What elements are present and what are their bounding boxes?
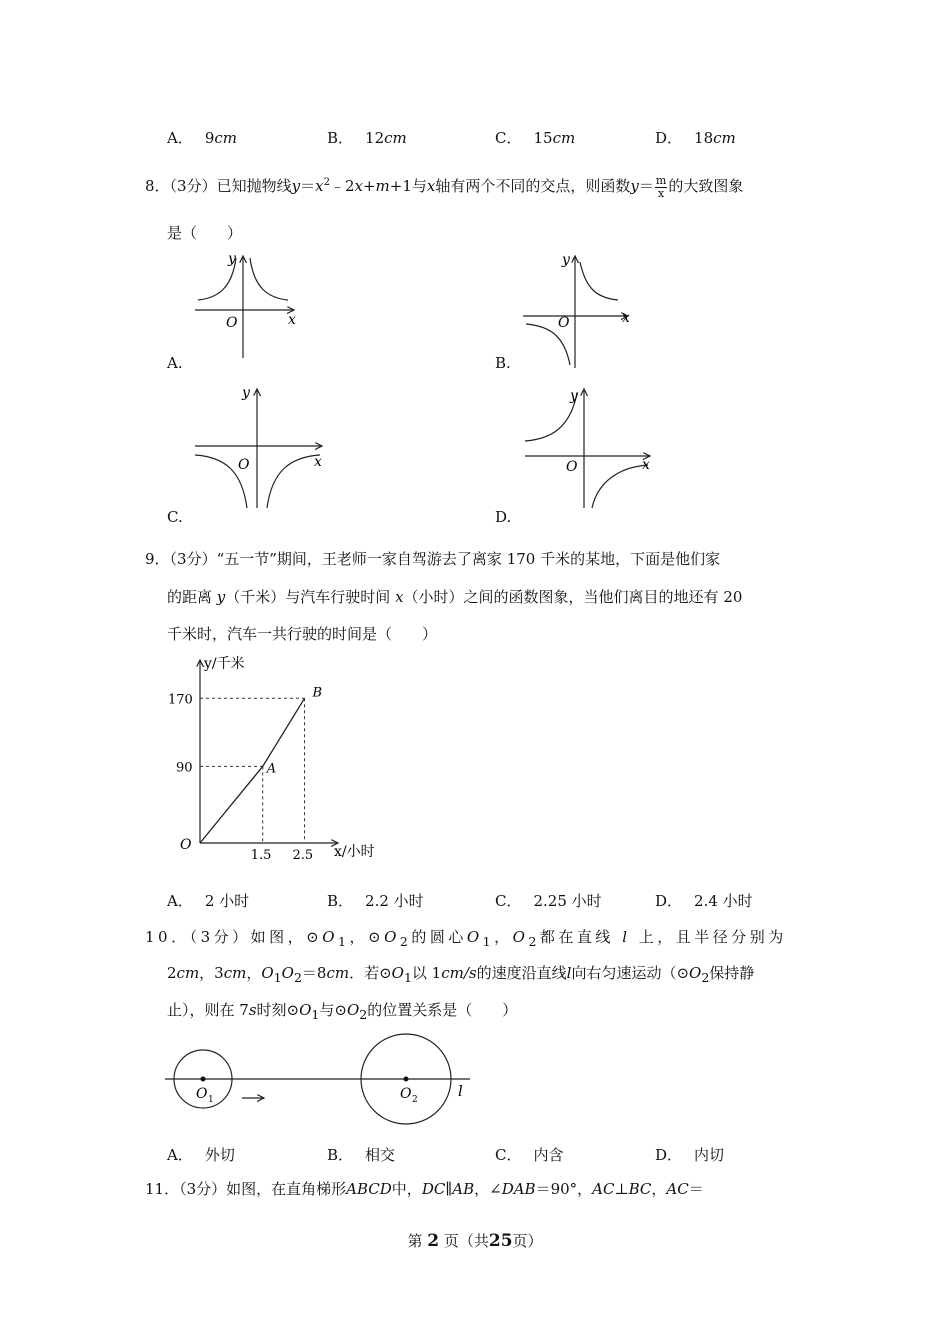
y-label: y — [228, 251, 236, 267]
y-label: y — [570, 388, 578, 404]
x-label: x — [642, 457, 650, 473]
center-o1 — [201, 1077, 206, 1082]
o1-subscript: 1 — [208, 1095, 214, 1105]
q7-option-b[interactable]: B． 12cm — [327, 129, 407, 147]
o2-subscript: 2 — [412, 1095, 418, 1105]
q9-stem-line2: 的距离 y（千米）与汽车行驶时间 x（小时）之间的函数图象，当他们离目的地还有 20 — [167, 588, 743, 606]
total-pages: 25 — [488, 1231, 513, 1251]
x-axis-label: x/小时 — [334, 844, 375, 860]
x-tick-label: 1.5 — [250, 848, 272, 863]
q8-graph-c — [190, 383, 330, 513]
q9-stem-line3: 千米时，汽车一共行驶的时间是（ ） — [167, 625, 438, 643]
curve-right — [267, 455, 320, 508]
q10-option-b[interactable]: B． 相交 — [327, 1146, 396, 1164]
o1-label: O — [196, 1086, 208, 1102]
q10-stem-line3: 止），则在 7s时刻$⊙O_1$与$⊙O_2$的位置关系是（ ） — [167, 1001, 518, 1022]
y-tick-label: 170 — [168, 692, 193, 708]
y-axis-label: y/千米 — [204, 656, 245, 672]
q10-stem-line1: 10．（3分）如图，$⊙O_1$，$⊙O_2$的圆心$O_1$，$O_2$都在直线 l 上，且半径分别为 — [145, 928, 787, 949]
q8-option-b[interactable]: B. — [495, 354, 511, 372]
q10-option-a[interactable]: A． 外切 — [167, 1146, 235, 1164]
origin-label: O — [226, 315, 238, 331]
q9-option-b[interactable]: B． 2.2 小时 — [327, 892, 424, 910]
l-label: l — [458, 1082, 463, 1100]
q9-stem-line1: 9．（3分）“五一节”期间，王老师一家自驾游去了离家 170 千米的某地，下面是他们家 — [145, 550, 721, 568]
q9-option-a[interactable]: A． 2 小时 — [167, 892, 250, 910]
q8-graph-a — [190, 250, 310, 365]
q10-option-d[interactable]: D． 内切 — [655, 1146, 725, 1164]
q7-option-d[interactable]: D． 18cm — [655, 129, 736, 147]
series-line — [200, 698, 305, 843]
y-label: y — [562, 252, 570, 268]
o2-label: O — [400, 1086, 412, 1102]
q11-stem-line1: 11．（3分）如图，在直角梯形ABCD中，DC∥AB，∠DAB＝90°，AC⊥BC，AC＝ — [145, 1180, 704, 1198]
q9-option-d[interactable]: D． 2.4 小时 — [655, 892, 753, 910]
origin-label: O — [238, 457, 250, 473]
center-o2 — [404, 1077, 409, 1082]
q8-option-d[interactable]: D. — [495, 508, 512, 526]
curve-right — [250, 258, 288, 300]
origin-label: O — [566, 459, 578, 475]
q7-option-a[interactable]: A． 9cm — [167, 129, 238, 147]
q9-option-c[interactable]: C． 2.25 小时 — [495, 892, 602, 910]
x-label: x — [622, 310, 630, 326]
y-tick-label: 90 — [176, 760, 193, 776]
page-number: 2 — [427, 1231, 440, 1251]
curve-q1 — [580, 262, 618, 300]
origin-label: O — [558, 315, 570, 331]
q8-stem-line2: 是（ ） — [167, 224, 243, 242]
point-label-A: A — [266, 761, 277, 777]
q8-graph-d — [520, 383, 660, 513]
q10-circles-figure — [160, 1030, 480, 1130]
x-label: x — [314, 454, 322, 470]
q10-option-c[interactable]: C． 内含 — [495, 1146, 564, 1164]
m-over-x-fraction: $\frac{m}{x}$ — [655, 173, 667, 200]
y-label: y — [242, 385, 250, 401]
q8-option-a[interactable]: A. — [167, 354, 183, 372]
page-footer: 第 2 页（共25页） — [407, 1231, 543, 1251]
x-tick-label: 2.5 — [292, 848, 314, 863]
q7-option-c[interactable]: C． 15cm — [495, 129, 576, 147]
point-label-B: B — [312, 685, 323, 701]
q8-stem-line1: 8．（3分）已知抛物线$y=x^2﹣2x+m+1$与x轴有两个不同的交点，则函数y＝ $\frac{m}{x}$ 的大致图象 — [145, 173, 744, 200]
q8-graph-b — [518, 250, 638, 370]
q8-option-c[interactable]: C. — [167, 508, 183, 526]
q9-distance-time-chart — [160, 650, 400, 870]
x-label: x — [288, 312, 296, 328]
point-label-O: O — [180, 837, 192, 853]
q10-stem-line2: 2cm，3cm，$O_1O_2=8cm$．若$⊙O_1$以 1cm/s的速度沿直线l向右匀速运动（$⊙O_2$保持静 — [167, 964, 755, 985]
curve-q4 — [592, 465, 648, 508]
